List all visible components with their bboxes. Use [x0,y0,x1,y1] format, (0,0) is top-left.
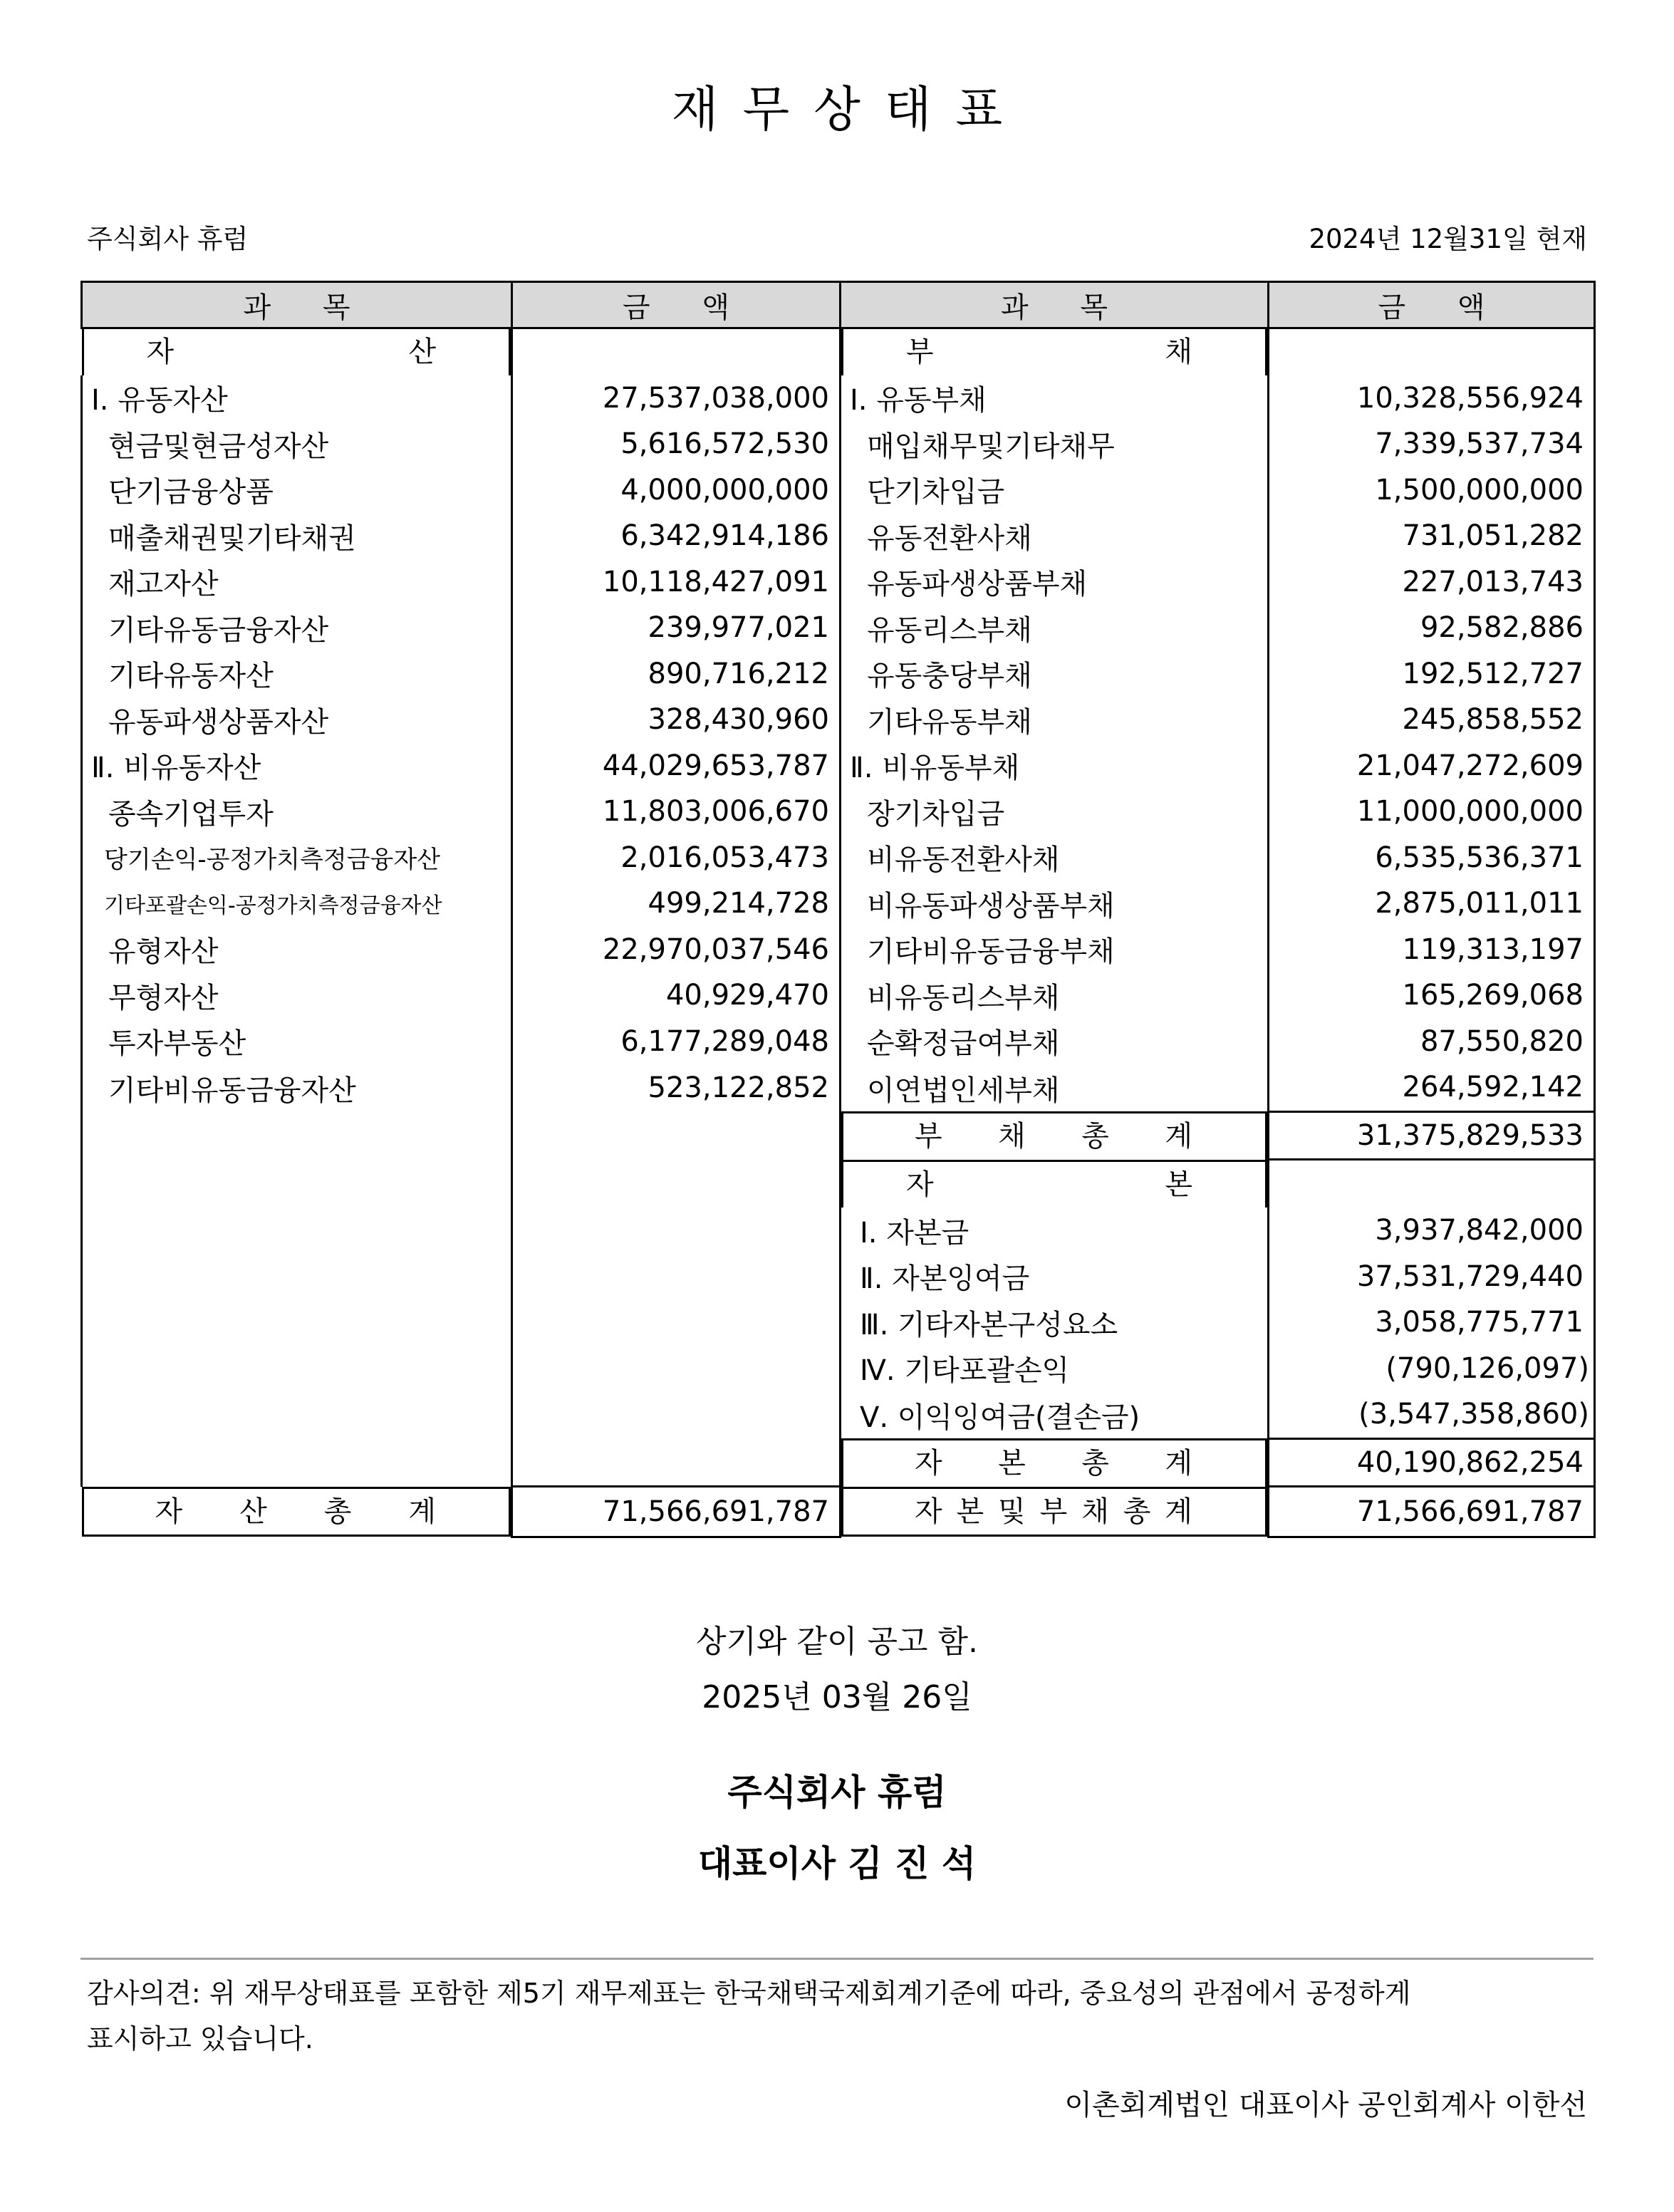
amount: 11,803,006,670 [512,789,841,835]
account-label: 무형자산 [82,972,512,1019]
amount: 37,531,729,440 [1269,1254,1595,1300]
account-label: Ⅱ. 비유동부채 [841,743,1269,789]
table-row [82,743,1595,789]
amount: 87,550,820 [1269,1019,1595,1065]
amount: 165,269,068 [1269,972,1595,1019]
amount: 119,313,197 [1269,927,1595,973]
assets-total-amount: 71,566,691,787 [512,1487,841,1537]
account-label: 순확정급여부채 [841,1019,1269,1065]
amount: (790,126,097) [1269,1346,1595,1392]
table-row [82,1019,1595,1065]
table-total-row [82,1487,1595,1537]
table-row [82,1064,1595,1111]
amount: 92,582,886 [1269,605,1595,651]
table-row [82,1111,1595,1160]
account-label: 당기손익-공정가치측정금융자산 [82,835,512,881]
table-row [82,972,1595,1019]
amount: 192,512,727 [1269,651,1595,697]
amount: 499,214,728 [512,881,841,927]
account-label: 종속기업투자 [82,789,512,835]
account-label: 기타유동자산 [82,651,512,697]
audit-opinion-line: 감사의견: 위 재무상태표를 포함한 제5기 재무제표는 한국채택국제회계기준에 따라, 중요성의 관점에서 공정하게 [87,1978,1411,2009]
balance-sheet-table [80,281,1596,1538]
company-name: 주식회사 휴럼 [87,224,249,254]
amount: 10,328,556,924 [1269,375,1595,422]
account-label: 비유동전환사채 [841,835,1269,881]
amount: 3,058,775,771 [1269,1299,1595,1346]
grand-total-amount: 71,566,691,787 [1269,1487,1595,1537]
amount: 731,051,282 [1269,513,1595,559]
as-of-date: 2024년 12월31일 현재 [1309,224,1587,254]
amount: 11,000,000,000 [1269,789,1595,835]
account-label: 기타비유동금융부채 [841,927,1269,973]
account-label: 기타포괄손익-공정가치측정금융자산 [82,881,512,927]
table-row [82,605,1595,651]
account-label: 단기금융상품 [82,467,512,514]
amount: 245,858,552 [1269,697,1595,743]
account-label: 장기차입금 [841,789,1269,835]
account-label: 비유동파생상품부채 [841,881,1269,927]
account-label: 기타유동부채 [841,697,1269,743]
amount: 21,047,272,609 [1269,743,1595,789]
account-label: 매출채권및기타채권 [82,513,512,559]
amount: 3,937,842,000 [1269,1208,1595,1254]
auditor-name: 이촌회계법인 대표이사 공인회계사 이한선 [1064,2089,1587,2122]
account-label: 기타비유동금융자산 [82,1064,512,1111]
header-amount-right: 금 액 [1269,282,1595,328]
equity-total-amount: 40,190,862,254 [1269,1438,1595,1487]
account-label: 투자부동산 [82,1019,512,1065]
amount: 2,016,053,473 [512,835,841,881]
amount: 4,000,000,000 [512,467,841,514]
table-header-row [82,282,1595,328]
assets-total-label: 자 산 총 계 [82,1487,511,1537]
amount: 239,977,021 [512,605,841,651]
notice-text: 상기와 같이 공고 함. [696,1624,978,1660]
header-amount-left: 금 액 [512,282,841,328]
audit-opinion [87,1970,1590,2062]
equity-heading: 자 본 [841,1160,1267,1208]
account-label: Ⅱ. 비유동자산 [82,743,512,789]
amount: 6,177,289,048 [512,1019,841,1065]
grand-total-label: 자 본 및 부 채 총 계 [841,1487,1267,1537]
amount: 7,339,537,734 [1269,421,1595,467]
table-row [82,789,1595,835]
table-row [82,467,1595,514]
account-label: 유형자산 [82,927,512,973]
account-label: 유동파생상품자산 [82,697,512,743]
account-label: Ⅱ. 자본잉여금 [841,1254,1269,1300]
account-label: 유동리스부채 [841,605,1269,651]
amount: 44,029,653,787 [512,743,841,789]
table-row [82,421,1595,467]
account-label: 재고자산 [82,559,512,606]
account-label: Ⅳ. 기타포괄손익 [841,1346,1269,1392]
notice-date: 2025년 03월 26일 [702,1679,972,1715]
amount: 264,592,142 [1269,1064,1595,1111]
amount: 6,342,914,186 [512,513,841,559]
account-label: Ⅴ. 이익잉여금(결손금) [841,1391,1269,1438]
account-label: 비유동리스부채 [841,972,1269,1019]
header-account-right: 과 목 [841,282,1269,328]
amount: 227,013,743 [1269,559,1595,606]
amount: 40,929,470 [512,972,841,1019]
account-label: 기타유동금융자산 [82,605,512,651]
assets-heading: 자 산 [82,329,511,375]
liabilities-heading: 부 채 [841,329,1267,375]
table-row [82,513,1595,559]
table-row [82,375,1595,422]
account-label: 이연법인세부채 [841,1064,1269,1111]
amount: 523,122,852 [512,1064,841,1111]
table-row [82,328,1595,375]
account-label: 매입채무및기타채무 [841,421,1269,467]
amount: 27,537,038,000 [512,375,841,422]
account-label: 현금및현금성자산 [82,421,512,467]
liabilities-total-amount: 31,375,829,533 [1269,1111,1595,1160]
amount: 328,430,960 [512,697,841,743]
account-label: 유동전환사채 [841,513,1269,559]
amount: 1,500,000,000 [1269,467,1595,514]
document-title: 재무상태표 [671,82,1027,138]
table-row [82,559,1595,606]
amount: 10,118,427,091 [512,559,841,606]
table-row [82,881,1595,927]
table-row [82,927,1595,973]
amount: 2,875,011,011 [1269,881,1595,927]
account-label: Ⅰ. 자본금 [841,1208,1269,1254]
amount: 6,535,536,371 [1269,835,1595,881]
table-row [82,697,1595,743]
amount: 5,616,572,530 [512,421,841,467]
table-row [82,835,1595,881]
liabilities-total-label: 부 채 총 계 [841,1111,1267,1160]
amount: (3,547,358,860) [1269,1391,1595,1438]
audit-opinion-line: 표시하고 있습니다. [87,2023,313,2055]
account-label: Ⅰ. 유동자산 [82,375,512,422]
account-label: 유동충당부채 [841,651,1269,697]
account-label: 단기차입금 [841,467,1269,514]
amount: 22,970,037,546 [512,927,841,973]
account-label: Ⅰ. 유동부채 [841,375,1269,422]
account-label: Ⅲ. 기타자본구성요소 [841,1299,1269,1346]
table-row [82,651,1595,697]
header-account-left: 과 목 [82,282,512,328]
divider [80,1958,1594,1960]
signature-company: 주식회사 휴럼 [727,1772,947,1813]
amount: 890,716,212 [512,651,841,697]
signature-representative: 대표이사 김 진 석 [697,1843,977,1884]
account-label: 유동파생상품부채 [841,559,1269,606]
equity-total-label: 자 본 총 계 [841,1438,1267,1487]
